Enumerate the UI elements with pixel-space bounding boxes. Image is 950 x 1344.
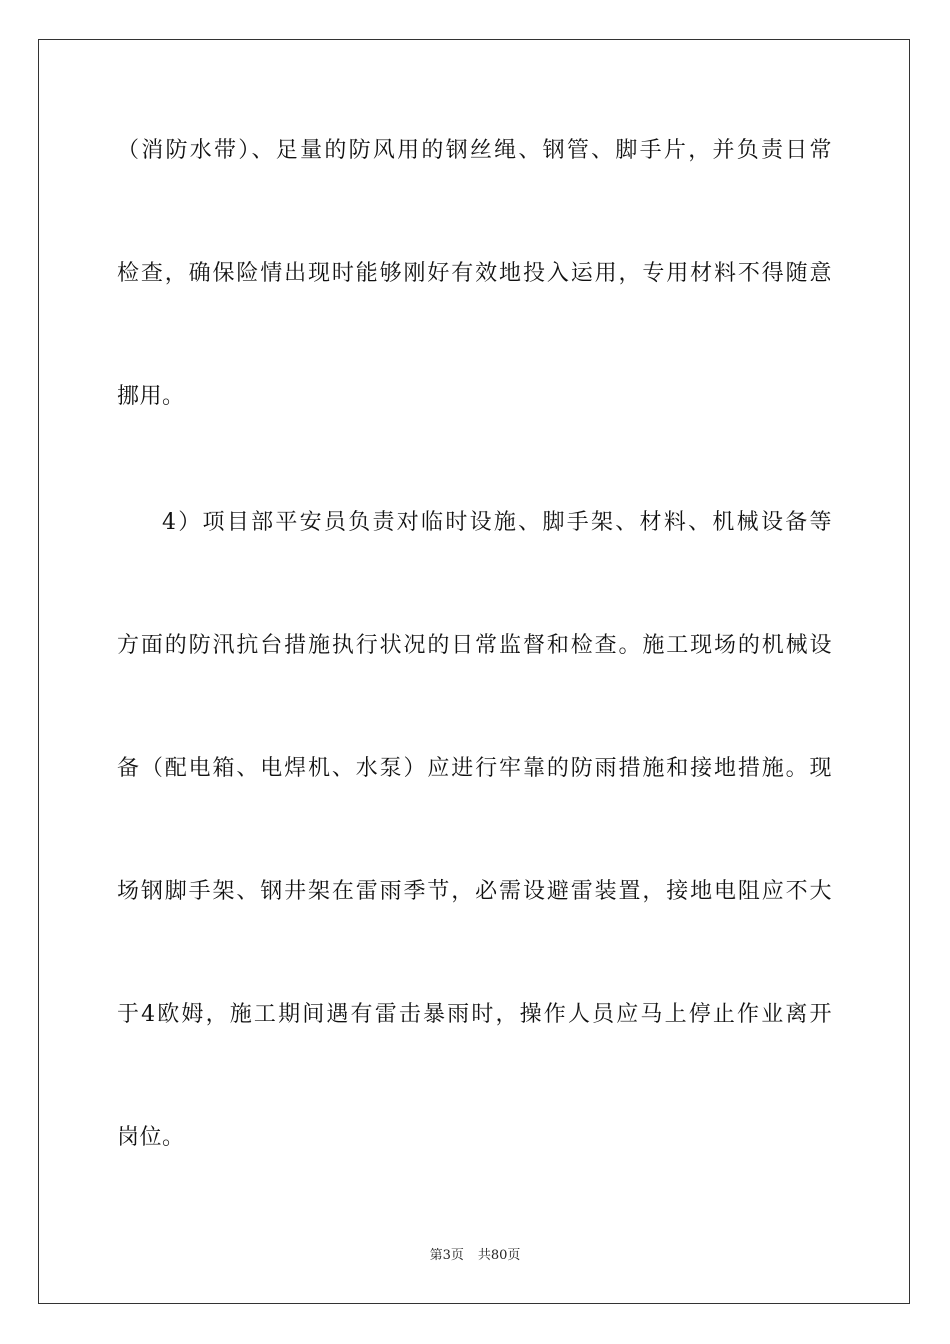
body-line-1: （消防水带）、足量的防风用的钢丝绳、钢管、脚手片，并负责日常	[117, 138, 832, 163]
body-line-5: 方面的防汛抗台措施执行状况的日常监督和检查。施工现场的机械设	[117, 633, 832, 658]
body-line-4: 4）项目部平安员负责对临时设施、脚手架、材料、机械设备等	[162, 510, 832, 535]
body-line-3: 挪用。	[117, 384, 185, 409]
body-line-6: 备（配电箱、电焊机、水泵）应进行牢靠的防雨措施和接地措施。现	[117, 756, 832, 781]
body-line-2: 检查，确保险情出现时能够刚好有效地投入运用，专用材料不得随意	[117, 261, 832, 286]
page-total: 共80页	[477, 1248, 521, 1263]
page-number: 第3页	[429, 1248, 464, 1263]
body-line-8: 于4欧姆，施工期间遇有雷击暴雨时，操作人员应马上停止作业离开	[117, 1002, 832, 1027]
body-line-9: 岗位。	[117, 1125, 185, 1150]
page-footer	[0, 1247, 950, 1265]
page-border	[38, 39, 910, 1304]
body-line-7: 场钢脚手架、钢井架在雷雨季节，必需设避雷装置，接地电阻应不大	[117, 879, 832, 904]
